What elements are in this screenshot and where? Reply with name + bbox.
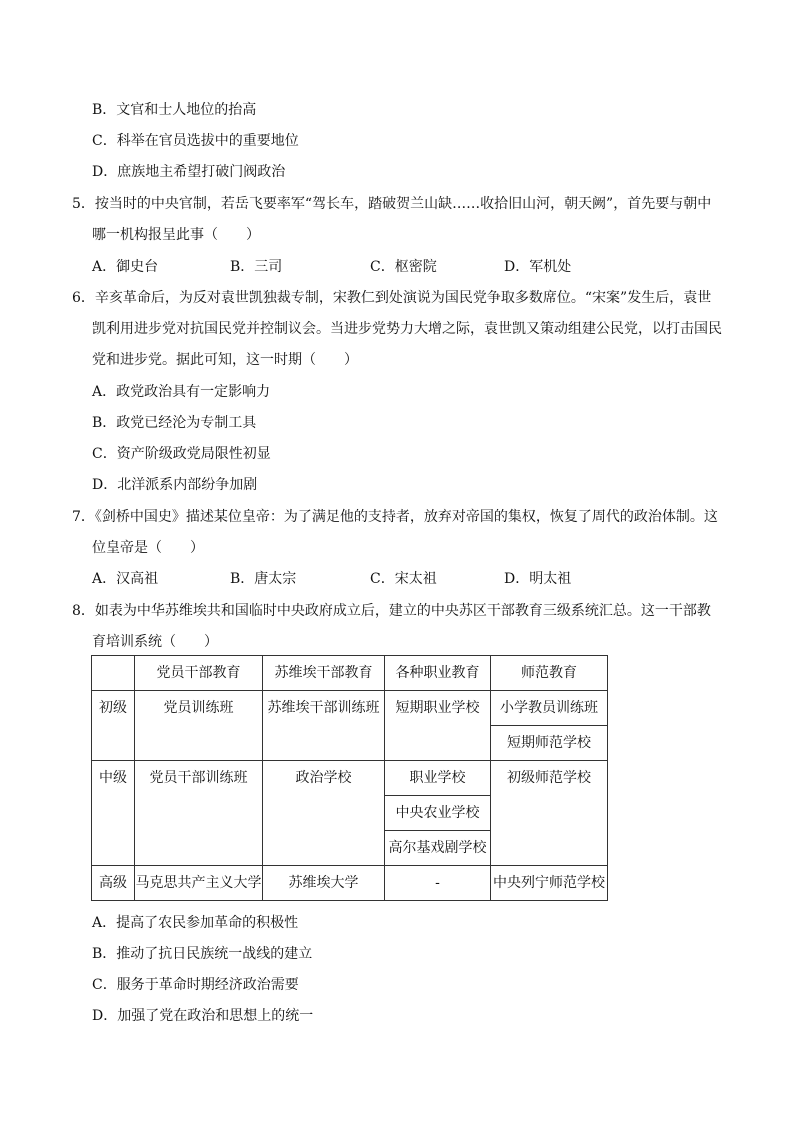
table-cell: 职业学校 <box>385 761 491 796</box>
education-system-table <box>91 655 608 901</box>
table-header-cell: 党员干部教育 <box>135 656 263 691</box>
question-7-stem: 7．《剑桥中国史》描述某位皇帝：为了满足他的支持者，放弃对帝国的集权，恢复了周代的政治体制。这 <box>72 509 718 525</box>
level-label: 中级 <box>92 761 135 866</box>
q8-option-b: B．推动了抗日民族统一战线的建立 <box>92 946 313 962</box>
table-row <box>92 866 608 901</box>
table-row <box>92 761 608 796</box>
table-header-cell: 各种职业教育 <box>385 656 491 691</box>
table-cell: 马克思共产主义大学 <box>135 866 263 901</box>
question-6-stem-cont2: 党和进步党。据此可知，这一时期（ ） <box>92 352 358 368</box>
level-label: 初级 <box>92 691 135 761</box>
table-cell: 苏维埃干部训练班 <box>263 691 385 761</box>
q5-option-c: C．枢密院 <box>370 259 437 275</box>
table-row <box>92 691 608 726</box>
option-c: C．科举在官员选拔中的重要地位 <box>92 133 299 149</box>
q6-option-b: B．政党已经沦为专制工具 <box>92 415 257 431</box>
table-cell: 短期职业学校 <box>385 691 491 761</box>
q8-option-a: A．提高了农民参加革命的积极性 <box>92 915 299 931</box>
table-cell: 政治学校 <box>263 761 385 866</box>
q8-option-d: D．加强了党在政治和思想上的统一 <box>92 1008 314 1024</box>
table-cell: 初级师范学校 <box>491 761 608 866</box>
option-b: B．文官和士人地位的抬高 <box>92 102 257 118</box>
table-cell: 苏维埃大学 <box>263 866 385 901</box>
option-d: D．庶族地主希望打破门阀政治 <box>92 164 286 180</box>
q7-option-a: A．汉高祖 <box>92 571 159 587</box>
question-6-stem: 6．辛亥革命后，为反对袁世凯独裁专制，宋教仁到处演说为国民党争取多数席位。“宋案”发生后，袁世 <box>72 290 712 306</box>
q7-option-d: D．明太祖 <box>504 571 572 587</box>
table-cell: 短期师范学校 <box>491 726 608 761</box>
question-8-stem-cont: 育培训系统（ ） <box>92 634 218 650</box>
q7-option-c: C．宋太祖 <box>370 571 437 587</box>
level-label: 高级 <box>92 866 135 901</box>
q6-option-a: A．政党政治具有一定影响力 <box>92 384 271 400</box>
table-header-cell: 师范教育 <box>491 656 608 691</box>
table-header-cell: 苏维埃干部教育 <box>263 656 385 691</box>
q8-option-c: C．服务于革命时期经济政治需要 <box>92 977 299 993</box>
question-8-stem: 8．如表为中华苏维埃共和国临时中央政府成立后，建立的中央苏区干部教育三级系统汇总。这一干部教 <box>72 603 711 619</box>
question-5-stem: 5．按当时的中央官制，若岳飞要率军“驾长车，踏破贺兰山缺……收拾旧山河，朝天阙”，首先要与朝中 <box>72 196 712 212</box>
q5-option-b: B．三司 <box>230 259 283 275</box>
q5-option-d: D．军机处 <box>504 259 572 275</box>
table-cell: 中央农业学校 <box>385 796 491 831</box>
table-cell: 小学教员训练班 <box>491 691 608 726</box>
question-7-stem-cont: 位皇帝是（ ） <box>92 540 204 556</box>
table-cell: 高尔基戏剧学校 <box>385 831 491 866</box>
q6-option-c: C．资产阶级政党局限性初显 <box>92 446 271 462</box>
table-header-row <box>92 656 608 691</box>
q6-option-d: D．北洋派系内部纷争加剧 <box>92 477 258 493</box>
table-cell: 中央列宁师范学校 <box>491 866 608 901</box>
table-cell: 党员干部训练班 <box>135 761 263 866</box>
question-5-stem-cont: 哪一机构报呈此事（ ） <box>92 227 260 243</box>
table-header-cell <box>92 656 135 691</box>
q7-option-b: B．唐太宗 <box>230 571 297 587</box>
q5-option-a: A．御史台 <box>92 259 159 275</box>
table-cell: 党员训练班 <box>135 691 263 761</box>
table-cell: - <box>385 866 491 901</box>
question-6-stem-cont1: 凯利用进步党对抗国民党并控制议会。当进步党势力大增之际，袁世凯又策动组建公民党，以打击国民 <box>92 321 722 337</box>
